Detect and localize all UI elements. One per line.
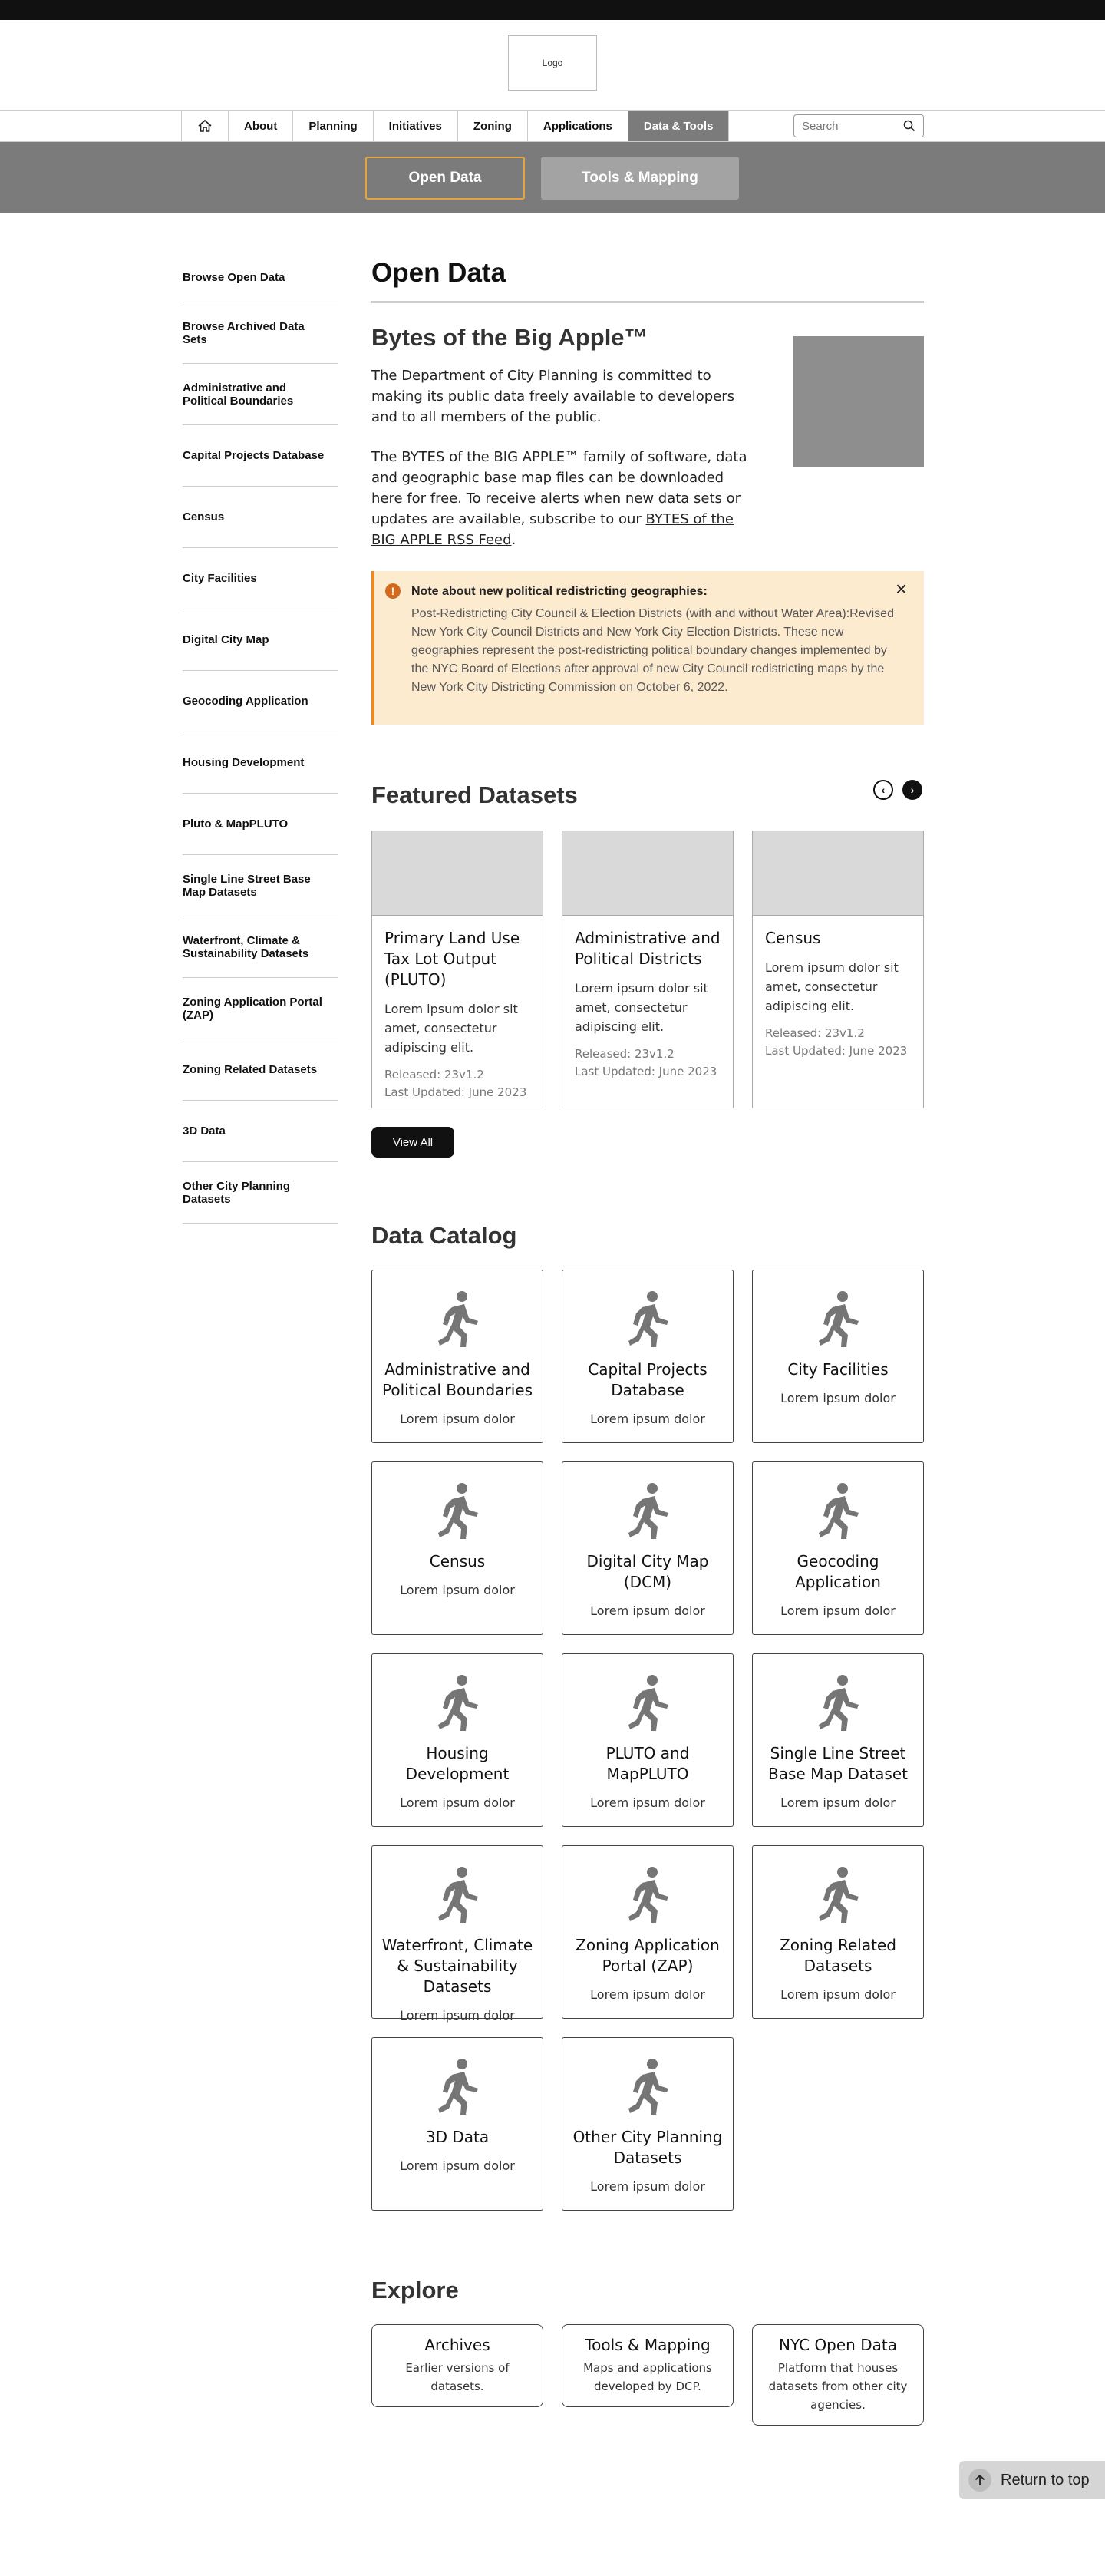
catalog-card-desc: Lorem ipsum dolor <box>400 1583 515 1597</box>
catalog-card[interactable] <box>371 1845 543 2023</box>
catalog-card-desc: Lorem ipsum dolor <box>400 2008 515 2023</box>
search-input[interactable] <box>802 120 894 133</box>
catalog-card-title: Waterfront, Climate & Sustainability Datasets <box>381 1936 533 1996</box>
subnav-open-data[interactable]: Open Data <box>365 157 525 200</box>
catalog-card-title: PLUTO and MapPLUTO <box>605 1744 690 1783</box>
sidebar-item-census[interactable]: Census <box>183 487 338 548</box>
featured-card-image <box>562 831 733 916</box>
catalog-card-text <box>569 1743 727 1813</box>
sidebar-item-waterfront[interactable]: Waterfront, Climate & Sustainability Datasets <box>183 916 338 978</box>
catalog-card-title: Housing Development <box>405 1744 510 1783</box>
sidebar-item-digital-city-map[interactable]: Digital City Map <box>183 609 338 671</box>
catalog-card-title: Capital Projects Database <box>588 1360 708 1399</box>
sidebar-item-geocoding[interactable]: Geocoding Application <box>183 671 338 732</box>
close-icon[interactable]: × <box>895 577 907 600</box>
view-all-button[interactable]: View All <box>371 1127 454 1158</box>
catalog-card-desc: Lorem ipsum dolor <box>780 1795 896 1810</box>
sidebar-item-pluto[interactable]: Pluto & MapPLUTO <box>183 794 338 855</box>
person-walking-icon <box>437 1674 480 1732</box>
explore-card-desc: Platform that houses datasets from other city agencies. <box>768 2361 908 2412</box>
person-walking-icon <box>817 1674 860 1732</box>
catalog-card-title: Other City Planning Datasets <box>572 2128 723 2167</box>
explore-card-desc: Earlier versions of datasets. <box>405 2361 510 2393</box>
nav-zoning[interactable]: Zoning <box>458 111 528 141</box>
catalog-card[interactable] <box>562 1270 734 1443</box>
sidebar-item-housing[interactable]: Housing Development <box>183 732 338 794</box>
subnav-tools-mapping[interactable]: Tools & Mapping <box>541 157 739 200</box>
sidebar-item-zap[interactable]: Zoning Application Portal (ZAP) <box>183 978 338 1039</box>
alert-banner <box>371 571 924 725</box>
featured-card-released: Released: 23v1.2 <box>765 1026 865 1040</box>
catalog-card[interactable] <box>371 1270 543 1443</box>
catalog-card-desc: Lorem ipsum dolor <box>590 1412 705 1426</box>
alert-icon: ! <box>385 583 401 599</box>
catalog-card-desc: Lorem ipsum dolor <box>780 1987 896 2002</box>
featured-card-updated: Last Updated: June 2023 <box>765 1044 908 1058</box>
alert-body: Post-Redistricting City Council & Election Districts (with and without Water Area):Revised New York City Council Districts and New York City Election Districts. These new geographies represent the post-redistricting political boundary changes implemented by the NYC Board of Elections after approval of new City Council redistricting maps by the New York City Districting Commission on October 6, 2022. <box>411 607 894 694</box>
home-icon <box>197 118 213 134</box>
catalog-card[interactable] <box>562 2037 734 2211</box>
sidebar-item-3d-data[interactable]: 3D Data <box>183 1101 338 1162</box>
nav-planning[interactable]: Planning <box>293 111 373 141</box>
nav-home[interactable] <box>182 111 229 141</box>
catalog-card-text <box>569 1551 727 1621</box>
catalog-card-text <box>378 1743 536 1813</box>
featured-card-updated: Last Updated: June 2023 <box>384 1085 527 1099</box>
return-to-top-button[interactable] <box>959 2461 1105 2499</box>
title-divider <box>371 301 924 303</box>
person-walking-icon <box>817 1482 860 1541</box>
catalog-card-title: City Facilities <box>787 1360 889 1379</box>
sidebar-item-admin-boundaries[interactable]: Administrative and Political Boundaries <box>183 364 338 425</box>
catalog-card-text <box>759 1935 917 2005</box>
person-walking-icon <box>817 1290 860 1349</box>
sub-nav <box>0 142 1105 213</box>
catalog-card-desc: Lorem ipsum dolor <box>590 1987 705 2002</box>
explore-card-title: NYC Open Data <box>779 2336 897 2354</box>
catalog-card-title: Administrative and Political Boundaries <box>381 1360 533 1399</box>
catalog-card-text <box>378 1551 536 1600</box>
person-walking-icon <box>627 1866 670 1924</box>
catalog-card-text <box>759 1743 917 1813</box>
featured-card[interactable] <box>752 831 924 1108</box>
catalog-card-text <box>378 2127 536 2176</box>
return-to-top-label: Return to top <box>1001 2471 1090 2488</box>
nav-applications[interactable]: Applications <box>528 111 628 141</box>
intro-p2-text: The BYTES of the BIG APPLE™ family of software, data and geographic base map files can be downloaded here for free. To receive alerts when new data sets or updates are available, subscribe to our <box>371 449 747 527</box>
featured-card-title: Primary Land Use Tax Lot Output (PLUTO) <box>384 929 520 989</box>
sidebar <box>183 253 338 1224</box>
catalog-heading: Data Catalog <box>371 1222 517 1249</box>
nav-about[interactable]: About <box>229 111 293 141</box>
catalog-card[interactable] <box>371 2037 543 2211</box>
search-icon[interactable] <box>903 120 915 132</box>
explore-card-title: Tools & Mapping <box>585 2336 711 2354</box>
alert-title: Note about new political redistricting geographies: <box>411 585 708 598</box>
featured-card-image <box>372 831 543 916</box>
catalog-card-text <box>569 2127 727 2197</box>
featured-card[interactable] <box>562 831 734 1108</box>
catalog-card[interactable] <box>752 1653 924 1827</box>
sidebar-item-browse-archived[interactable]: Browse Archived Data Sets <box>183 302 338 364</box>
nav-initiatives[interactable]: Initiatives <box>374 111 458 141</box>
person-walking-icon <box>437 1866 480 1924</box>
catalog-card-title: 3D Data <box>425 2128 490 2146</box>
catalog-card-text <box>569 1935 727 2005</box>
arrow-up-icon <box>968 2469 991 2492</box>
sidebar-item-capital-projects[interactable]: Capital Projects Database <box>183 425 338 487</box>
person-walking-icon <box>437 1290 480 1349</box>
carousel-prev-button[interactable]: ‹ <box>873 780 893 800</box>
featured-card-image <box>753 831 923 916</box>
catalog-card-title: Census <box>429 1552 486 1570</box>
catalog-card-desc: Lorem ipsum dolor <box>400 1795 515 1810</box>
intro-image <box>793 336 924 467</box>
top-bar <box>0 0 1105 20</box>
catalog-card-text <box>759 1359 917 1409</box>
person-walking-icon <box>817 1866 860 1924</box>
person-walking-icon <box>437 1482 480 1541</box>
catalog-card[interactable] <box>562 1653 734 1827</box>
catalog-card-text <box>569 1359 727 1429</box>
person-walking-icon <box>437 2058 480 2116</box>
catalog-card[interactable] <box>752 1461 924 1635</box>
catalog-card-desc: Lorem ipsum dolor <box>590 2179 705 2194</box>
person-walking-icon <box>627 2058 670 2116</box>
catalog-card-desc: Lorem ipsum dolor <box>400 2158 515 2173</box>
sidebar-item-browse-open-data[interactable]: Browse Open Data <box>183 253 338 302</box>
featured-card-desc: Lorem ipsum dolor sit amet, consectetur adipiscing elit. <box>575 981 708 1034</box>
person-walking-icon <box>627 1290 670 1349</box>
catalog-card-text <box>759 1551 917 1621</box>
explore-heading: Explore <box>371 2277 459 2304</box>
catalog-card-title: Digital City Map (DCM) <box>586 1552 709 1591</box>
main-nav-list <box>181 111 729 141</box>
catalog-card[interactable] <box>371 1653 543 1827</box>
site-logo[interactable] <box>508 35 597 91</box>
featured-card-released: Released: 23v1.2 <box>575 1047 675 1061</box>
carousel-next-button[interactable]: › <box>902 780 922 800</box>
explore-card-nyc-open-data[interactable] <box>752 2324 924 2426</box>
explore-card-archives[interactable] <box>371 2324 543 2407</box>
intro-paragraph-1: The Department of City Planning is committed to making its public data freely available to developers and to all members of the public. <box>371 368 734 425</box>
main-nav <box>0 110 1105 142</box>
featured-card-released: Released: 23v1.2 <box>384 1068 484 1082</box>
person-walking-icon <box>627 1482 670 1541</box>
catalog-card-desc: Lorem ipsum dolor <box>590 1603 705 1618</box>
featured-card-title: Administrative and Political Districts <box>575 929 721 968</box>
catalog-card-text <box>378 1359 536 1429</box>
sidebar-item-zoning-related[interactable]: Zoning Related Datasets <box>183 1039 338 1101</box>
catalog-card[interactable] <box>562 1461 734 1635</box>
catalog-card-desc: Lorem ipsum dolor <box>780 1391 896 1405</box>
sidebar-item-other-datasets[interactable]: Other City Planning Datasets <box>183 1162 338 1224</box>
catalog-card-text <box>378 1935 536 2026</box>
catalog-card-desc: Lorem ipsum dolor <box>590 1795 705 1810</box>
featured-card[interactable] <box>371 831 543 1108</box>
nav-data-tools[interactable]: Data & Tools <box>628 111 730 141</box>
sidebar-item-city-facilities[interactable]: City Facilities <box>183 548 338 609</box>
intro-paragraph-2 <box>371 447 755 550</box>
catalog-card-desc: Lorem ipsum dolor <box>400 1412 515 1426</box>
explore-card-tools[interactable] <box>562 2324 734 2407</box>
catalog-card[interactable] <box>562 1845 734 2019</box>
featured-card-desc: Lorem ipsum dolor sit amet, consectetur adipiscing elit. <box>384 1002 518 1055</box>
rss-feed-link[interactable]: BYTES of the BIG APPLE RSS Feed <box>371 511 734 548</box>
catalog-card-title: Single Line Street Base Map Dataset <box>768 1744 908 1783</box>
intro-p2-end: . <box>511 532 516 548</box>
featured-card-desc: Lorem ipsum dolor sit amet, consectetur adipiscing elit. <box>765 960 899 1013</box>
featured-card-title: Census <box>765 929 821 947</box>
person-walking-icon <box>627 1674 670 1732</box>
catalog-card-title: Zoning Related Datasets <box>780 1936 896 1975</box>
catalog-card-title: Zoning Application Portal (ZAP) <box>576 1936 720 1975</box>
sidebar-item-single-line[interactable]: Single Line Street Base Map Datasets <box>183 855 338 916</box>
intro-heading: Bytes of the Big Apple™ <box>371 324 648 351</box>
featured-heading: Featured Datasets <box>371 781 578 808</box>
search-box <box>793 114 924 137</box>
explore-card-title: Archives <box>424 2336 490 2354</box>
explore-card-desc: Maps and applications developed by DCP. <box>583 2361 712 2393</box>
catalog-card[interactable] <box>371 1461 543 1635</box>
logo-text: Logo <box>542 58 563 68</box>
catalog-card-desc: Lorem ipsum dolor <box>780 1603 896 1618</box>
catalog-card[interactable] <box>752 1270 924 1443</box>
page-title: Open Data <box>371 258 506 288</box>
catalog-card-title: Geocoding Application <box>795 1552 881 1591</box>
catalog-card[interactable] <box>752 1845 924 2019</box>
featured-card-updated: Last Updated: June 2023 <box>575 1065 717 1078</box>
